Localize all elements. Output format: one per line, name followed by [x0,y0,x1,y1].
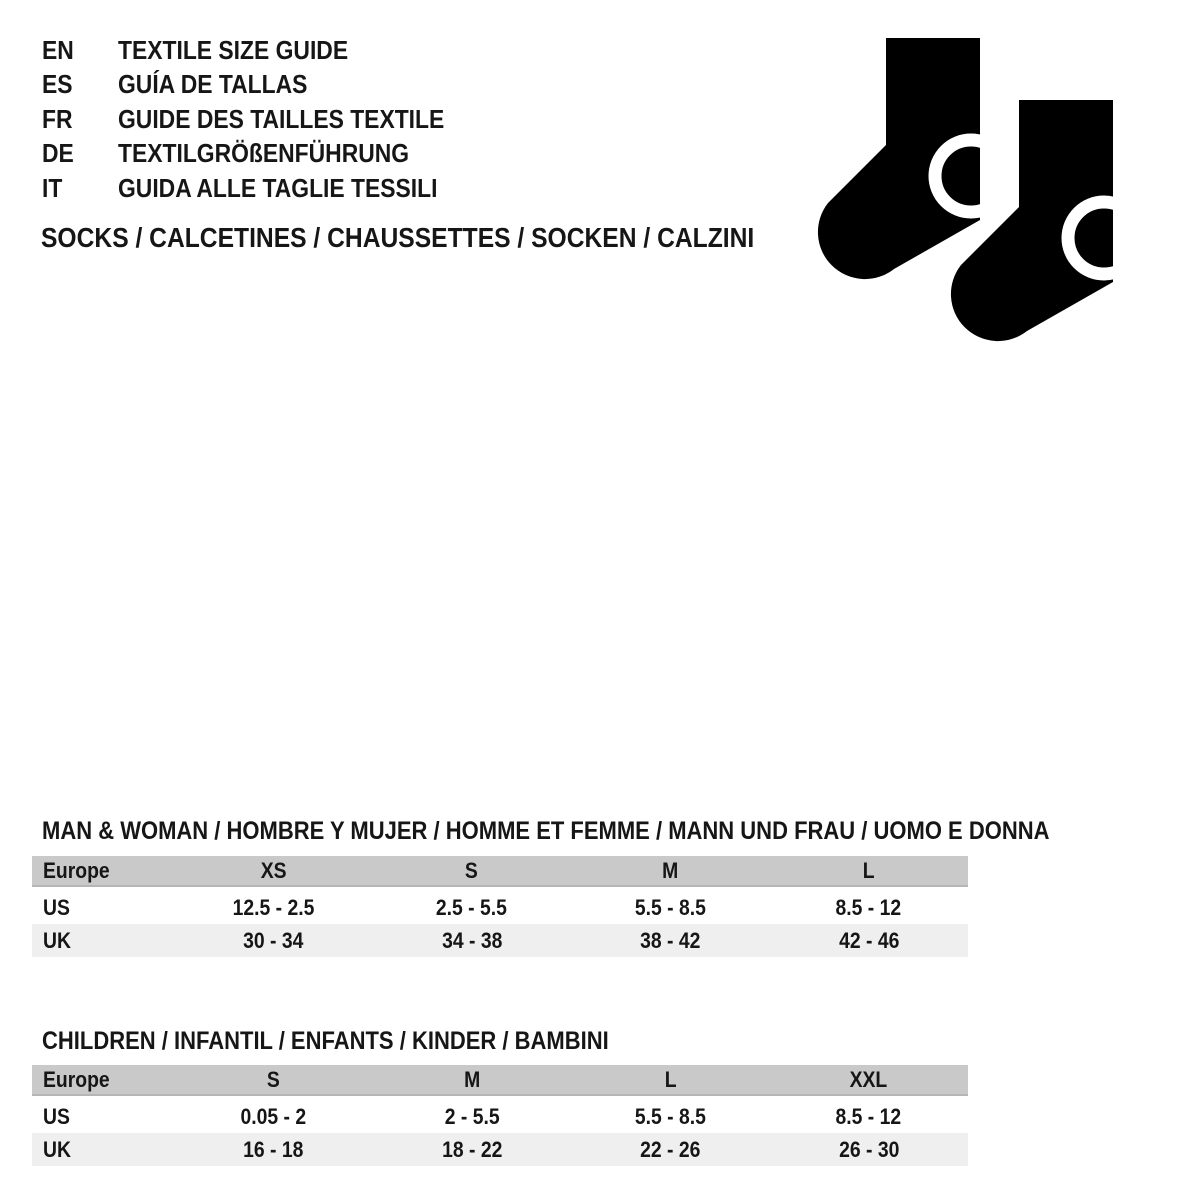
table-row [32,1100,968,1133]
table-header-row [32,856,968,887]
table-title-text: CHILDREN / INFANTIL / ENFANTS / KINDER / BAMBINI [42,1027,609,1055]
size-value: 8.5 - 12 [835,1103,902,1129]
category-heading-text: SOCKS / CALCETINES / CHAUSSETTES / SOCKEN / CALZINI [41,222,755,253]
size-value: 38 - 42 [640,927,701,953]
column-header: S [266,1066,280,1092]
table-row [32,891,968,924]
size-value: 16 - 18 [243,1136,304,1162]
table-title-children [42,1029,686,1054]
column-header: XS [260,857,287,883]
column-header: M [463,1066,480,1092]
size-value: 5.5 - 8.5 [634,1103,706,1129]
table-row [32,1133,968,1166]
sock-left [818,38,1007,279]
size-value: 12.5 - 2.5 [232,894,315,920]
size-value: 2.5 - 5.5 [436,894,508,920]
size-value: 0.05 - 2 [240,1103,307,1129]
row-label: UK [43,1136,71,1162]
column-header: Europe [43,1066,110,1092]
size-value: 26 - 30 [838,1136,899,1162]
column-header: Europe [43,857,110,883]
language-code: IT [42,172,63,203]
language-row-es [42,68,489,103]
size-table-children [32,1065,968,1166]
language-code: DE [42,138,74,169]
size-table-man-woman [32,856,968,957]
column-header: S [465,857,479,883]
language-guide-title: TEXTILE SIZE GUIDE [118,34,349,65]
language-guide-title: TEXTILGRÖßENFÜHRUNG [118,138,410,169]
column-header: XXL [849,1066,888,1092]
language-row-en [42,33,489,68]
language-guide-title: GUIDE DES TAILLES TEXTILE [118,103,445,134]
size-value: 5.5 - 8.5 [634,894,706,920]
column-header: M [662,857,679,883]
size-value: 8.5 - 12 [835,894,902,920]
size-value: 42 - 46 [838,927,899,953]
size-value: 22 - 26 [640,1136,701,1162]
size-value: 34 - 38 [441,927,502,953]
size-value: 18 - 22 [441,1136,502,1162]
column-header: L [862,857,875,883]
language-guide-list [42,33,489,206]
language-guide-title: GUIDA ALLE TAGLIE TESSILI [118,172,438,203]
table-title-man-woman [42,819,1187,844]
size-value: 2 - 5.5 [444,1103,500,1129]
column-header: L [664,1066,677,1092]
table-row [32,924,968,957]
language-row-de [42,137,489,172]
row-label: US [43,894,70,920]
category-heading [41,224,852,252]
language-code: EN [42,34,74,65]
row-label: US [43,1103,70,1129]
language-code: ES [42,69,73,100]
table-title-text: MAN & WOMAN / HOMBRE Y MUJER / HOMME ET FEMME / MANN UND FRAU / UOMO E DONNA [42,817,1050,845]
table-header-row [32,1065,968,1096]
socks-icon [810,30,1115,350]
row-label: UK [43,927,71,953]
language-row-it [42,171,489,206]
language-guide-title: GUÍA DE TALLAS [118,69,308,100]
size-value: 30 - 34 [243,927,304,953]
language-row-fr [42,102,489,137]
language-code: FR [42,103,73,134]
